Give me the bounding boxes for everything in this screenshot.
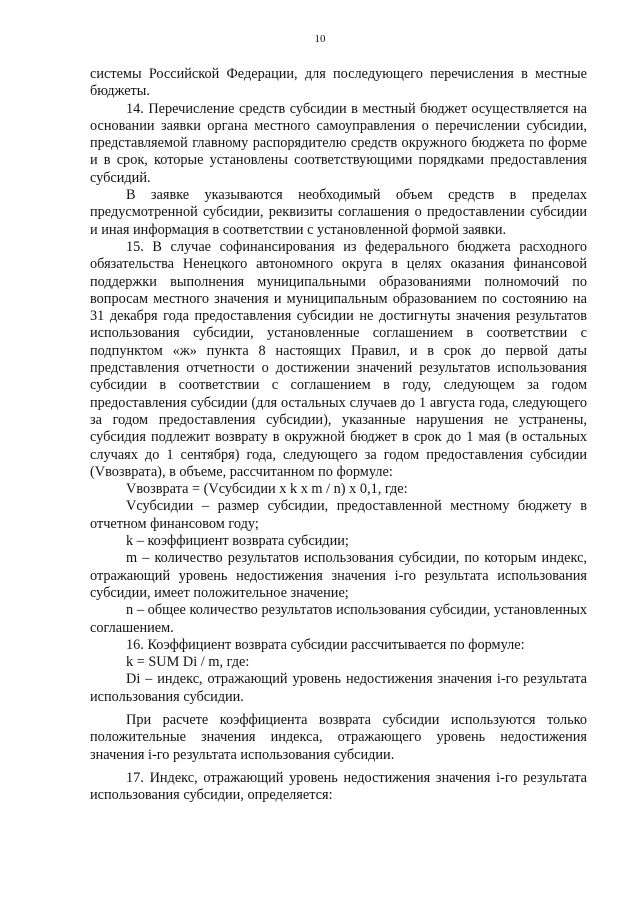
document-body [90,66,587,804]
definition-di: Di – индекс, отражающий уровень недостижения значения i-го результата использования субсидии. [90,671,587,705]
paragraph-application-content: В заявке указываются необходимый объем средств в пределах предусмотренной субсидии, реквизиты соглашения о предоставлении субсидии и иная информация в соответствии с установленной формой заявки. [90,187,587,238]
definition-n: n – общее количество результатов использования субсидии, установленных соглашением. [90,602,587,636]
definition-k: k – коэффициент возврата субсидии; [126,533,349,550]
definition-m: m – количество результатов использования субсидии, по которым индекс, отражающий уровень недостижения значения i-го результата использования субсидии, имеет положительное значение; [90,550,587,601]
page-number: 10 [314,33,326,45]
paragraph-item-15: 15. В случае софинансирования из федерального бюджета расходного обязательства Ненецкого автономного округа в целях оказания финансовой поддержки выполнения муниципальными образованиями полномочий по вопросам местного значения и муниципальным образованием по состоянию на 31 декабря года предоставления субсидии не достигнуты значения результатов использования субсидии, установленные соглашением в соответствии с подпунктом «ж» пункта 8 настоящих Правил, и в срок до первой даты представления отчетности о достижении значений результатов использования субсидии в соответствии с соглашением в году, следующем за годом предоставления субсидии (для остальных случаев до 1 августа года, следующего за годом предоставления субсидии), указанные нарушения не устранены, субсидия подлежит возврату в окружной бюджет в срок до 1 мая (в остальных случаях до 1 сентября) года, следующего за годом предоставления субсидии (Vвозврата), в объеме, рассчитанном по формуле: [90,238,587,480]
paragraph-item-14: 14. Перечисление средств субсидии в местный бюджет осуществляется на основании заявки органа местного самоуправления о перечислении субсидии, представляемой главному распорядителю средств окружного бюджета по форме и в срок, которые установлены соответствующими порядками предоставления субсидий. [90,100,587,186]
paragraph-continuation: системы Российской Федерации, для последующего перечисления в местные бюджеты. [90,66,587,100]
paragraph-item-17: 17. Индекс, отражающий уровень недостижения значения i-го результата использования субсидии, определяется: [90,769,587,804]
formula-return-volume: Vвозврата = (Vсубсидии x k x m / n) x 0,1, где: [126,481,408,498]
formula-k: k = SUM Di / m, где: [126,654,250,671]
paragraph-item-16: 16. Коэффициент возврата субсидии рассчитывается по формуле: [126,636,525,653]
definition-v-subsidy: Vсубсидии – размер субсидии, предоставленной местному бюджету в отчетном финансовом году; [90,498,587,532]
paragraph-positive-values: При расчете коэффициента возврата субсидии используются только положительные значения индекса, отражающего уровень недостижения значения i-го результата использования субсидии. [90,711,587,763]
